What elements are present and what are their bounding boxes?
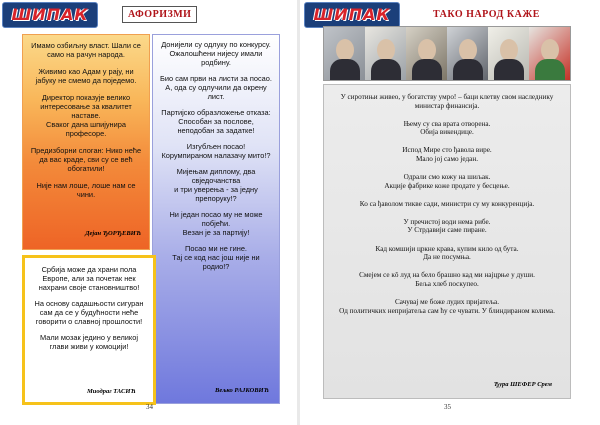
author-signature: Вељко РАЈКОВИЋ	[215, 387, 269, 394]
photo-person	[529, 27, 570, 81]
saying: Кад комшији цркне крава, купим кило од бута. Да не посумња.	[375, 244, 519, 262]
photo-collage	[323, 26, 571, 81]
saying: У пречистој води нема рибе. У Стрдавији саме пиране.	[403, 217, 491, 235]
aphorism: Живимо као Адам у рају, ни јабуку не смемо да поједемо.	[35, 67, 137, 85]
aphorism: Био сам први на листи за посао. А, ода су одлучили да окрену лист.	[160, 74, 272, 101]
aphorism: Посао ми не гине. Тај се код нас још није ни родио!?	[172, 244, 260, 271]
left-page	[0, 0, 297, 425]
author-signature: Дејан ЂОРЂЕВИЋ	[85, 230, 141, 237]
aphorism: Ни један посао му не може побјећи. Везан је за партију!	[169, 210, 263, 237]
aphorism: Партијско образложење отказа: Способан за послове, неподобан за задатке!	[161, 108, 271, 135]
photo-person	[488, 27, 529, 81]
section-title: ТАКО НАРОД КАЖЕ	[433, 9, 540, 20]
saying: Ко са ђаволом тикве сади, министри су му конкуренција.	[359, 199, 535, 208]
aphorism: Предизборни слоган: Нико неће да вас краде, сви су се већ обогатили!	[30, 146, 142, 173]
aphorism: Изгубљен посао! Корумпираном налазачу мито!?	[161, 142, 271, 160]
magazine-logo	[2, 2, 98, 28]
aphorism: Није нам лоше, лоше нам се чини.	[36, 181, 136, 199]
magazine-logo	[304, 2, 400, 28]
aphorism: Мијењам диплому, два свједочанства и три уверења - за једну препоруку!?	[174, 167, 258, 203]
aphorism: Србија може да храни пола Европе, али за почетак нек нахрани своје становништво!	[38, 265, 140, 292]
aphorism: Директор показује велико интересовање за квалитет наставе. Сваког дана шпијунира професоре.	[40, 93, 132, 138]
photo-person	[447, 27, 488, 81]
saying: Њему су сва врата отворена. Обија викендице.	[403, 119, 491, 137]
sayings-panel	[323, 84, 571, 399]
aphorism: Имамо озбиљну власт. Шали се само на рачун народа.	[31, 41, 141, 59]
section-title: АФОРИЗМИ	[122, 6, 197, 23]
aphorism: Мали мозак једино у великој глави живи у комоцији!	[40, 333, 138, 351]
saying: У сиротињи живео, у богатству умро! – баци клетву свом наследнику министар финансија.	[340, 93, 554, 110]
logo-text: ШИПАК	[313, 5, 391, 24]
logo-text: ШИПАК	[11, 5, 89, 24]
page-number: 34	[146, 403, 153, 411]
author-signature: Миодраг ТАСИЋ	[87, 388, 136, 395]
saying: Сачувај ме боже лудих пријатеља. Од политичких непријатеља сам ћу се чувати. У блиндираном колима.	[339, 297, 555, 315]
photo-person	[406, 27, 447, 81]
aphorism-box-yellow	[22, 255, 156, 405]
saying: Испод Мире сто ђавола вире. Мало јој само један.	[402, 146, 492, 163]
right-page	[300, 0, 600, 425]
photo-person	[365, 27, 406, 81]
aphorism: Донијели су одлуку по конкурсу. Ожалошћени нијесу имали родбину.	[161, 40, 271, 67]
photo-person	[324, 27, 365, 81]
aphorism-box-orange	[22, 34, 150, 250]
saying: Одрали смо кожу на шиљак. Акције фабрике коже продате у бесцење.	[384, 173, 510, 190]
aphorism-box-blue	[152, 34, 280, 404]
aphorism: На основу садашњости сигуран сам да се у будућности неће говорити о славној прошлости!	[34, 299, 144, 326]
page-number: 35	[444, 403, 451, 411]
author-signature: Ђура ШЕФЕР Срем	[493, 381, 552, 388]
saying: Смејем се кô луд на бело брашно кад ми најцрње у души. Беља хлеб поскупео.	[359, 271, 535, 288]
